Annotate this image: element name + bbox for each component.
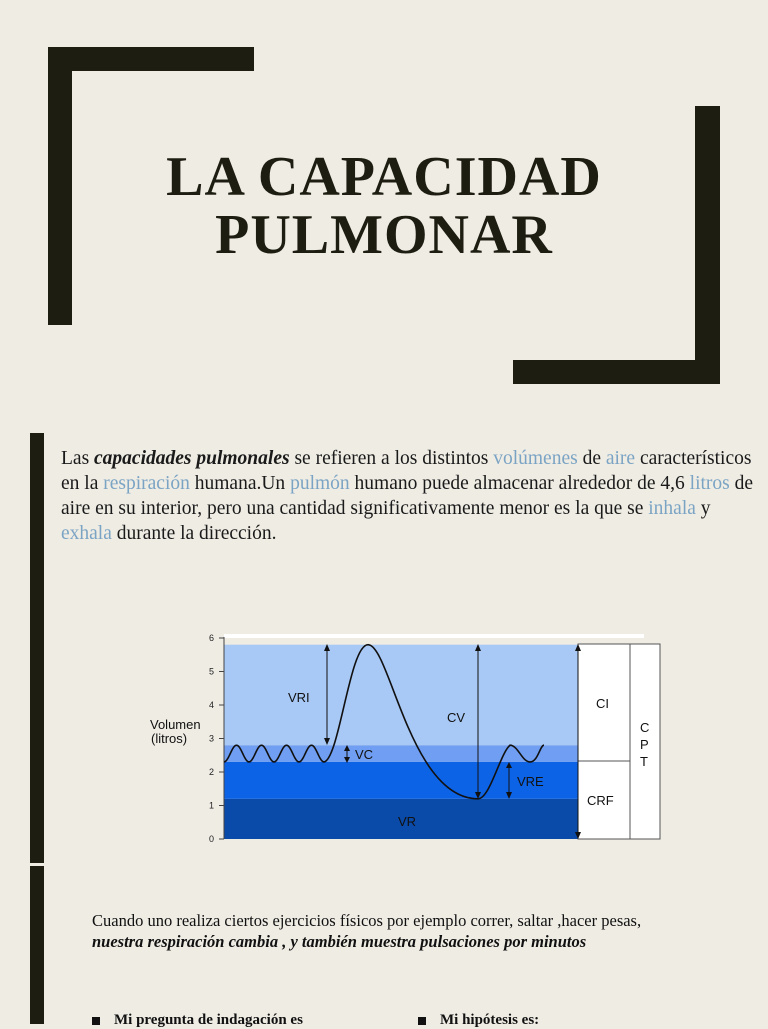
label-cv: CV <box>447 710 466 725</box>
label-cpt-c: C <box>640 720 650 735</box>
text: y <box>695 498 711 519</box>
text: Las <box>61 448 95 469</box>
bullet-question-text: Mi pregunta de indagación es <box>114 1012 303 1028</box>
text: humano puede almacenar alrededor de 4,6 <box>349 473 690 494</box>
band-vri <box>224 645 578 746</box>
label-vri: VRI <box>288 690 310 705</box>
link-litros[interactable]: litros <box>689 473 730 494</box>
y-axis-label-line2: (litros) <box>151 731 188 746</box>
label-vc: VC <box>355 747 374 762</box>
frame-bar-bottom-right-horizontal <box>513 360 720 384</box>
text: característicos en la <box>61 448 752 494</box>
y-tick-label: 0 <box>208 834 214 844</box>
text: de aire en su interior, pero una cantidad significativamente menor es la que se <box>61 473 754 519</box>
link-respiracion[interactable]: respiración <box>103 473 190 494</box>
label-vr: VR <box>398 814 417 829</box>
text-bold-italic: capacidades pulmonales <box>94 448 290 469</box>
label-cpt-t: T <box>640 754 648 769</box>
frame-bar-top-left-horizontal <box>48 47 254 71</box>
bullet-square-icon <box>418 1017 426 1025</box>
text: durante la dirección. <box>111 523 277 544</box>
link-aire[interactable]: aire <box>605 448 636 469</box>
y-tick-label: 6 <box>208 633 214 643</box>
frame-bar-bottom-right-vertical <box>695 106 720 384</box>
chart-top-strip <box>224 634 644 638</box>
note-paragraph <box>92 910 692 952</box>
title-line-2: PULMONAR <box>215 204 553 266</box>
intro-paragraph <box>61 446 761 546</box>
title-line-1: LA CAPACIDAD <box>166 146 602 208</box>
left-accent-bar-lower <box>30 866 44 1024</box>
text: Cuando uno realiza ciertos ejercicios físicos por ejemplo correr, saltar ,hacer pesas, <box>92 911 642 930</box>
text: se refieren a los distintos <box>289 448 494 469</box>
capacity-column-box <box>578 644 630 839</box>
y-tick-label: 1 <box>208 800 214 811</box>
link-inhala[interactable]: inhala <box>648 498 696 519</box>
bullet-question <box>92 1012 303 1029</box>
page-title <box>130 148 638 264</box>
frame-bar-top-left-vertical <box>48 47 72 325</box>
link-volumenes[interactable]: volúmenes <box>493 448 578 469</box>
label-ci: CI <box>596 696 609 711</box>
link-pulmon[interactable]: pulmón <box>290 473 350 494</box>
lung-volume-chart <box>140 628 670 848</box>
text: de <box>577 448 606 469</box>
y-axis-label-line1: Volumen <box>150 717 201 732</box>
y-tick-label: 3 <box>208 733 214 744</box>
text: humana.Un <box>189 473 291 494</box>
y-tick-label: 2 <box>208 767 214 777</box>
label-vre: VRE <box>517 774 544 789</box>
label-cpt-p: P <box>640 737 649 752</box>
bullet-square-icon <box>92 1017 100 1025</box>
y-tick-label: 4 <box>208 700 214 710</box>
label-crf: CRF <box>587 793 614 808</box>
link-exhala[interactable]: exhala <box>61 523 112 544</box>
y-tick-label: 5 <box>208 666 214 677</box>
bullet-hypothesis-text: Mi hipótesis es: <box>440 1012 540 1028</box>
text-bold-italic: nuestra respiración cambia , y también muestra pulsaciones por minutos <box>92 932 587 951</box>
left-accent-bar-upper <box>30 433 44 863</box>
bullet-hypothesis <box>418 1012 539 1029</box>
